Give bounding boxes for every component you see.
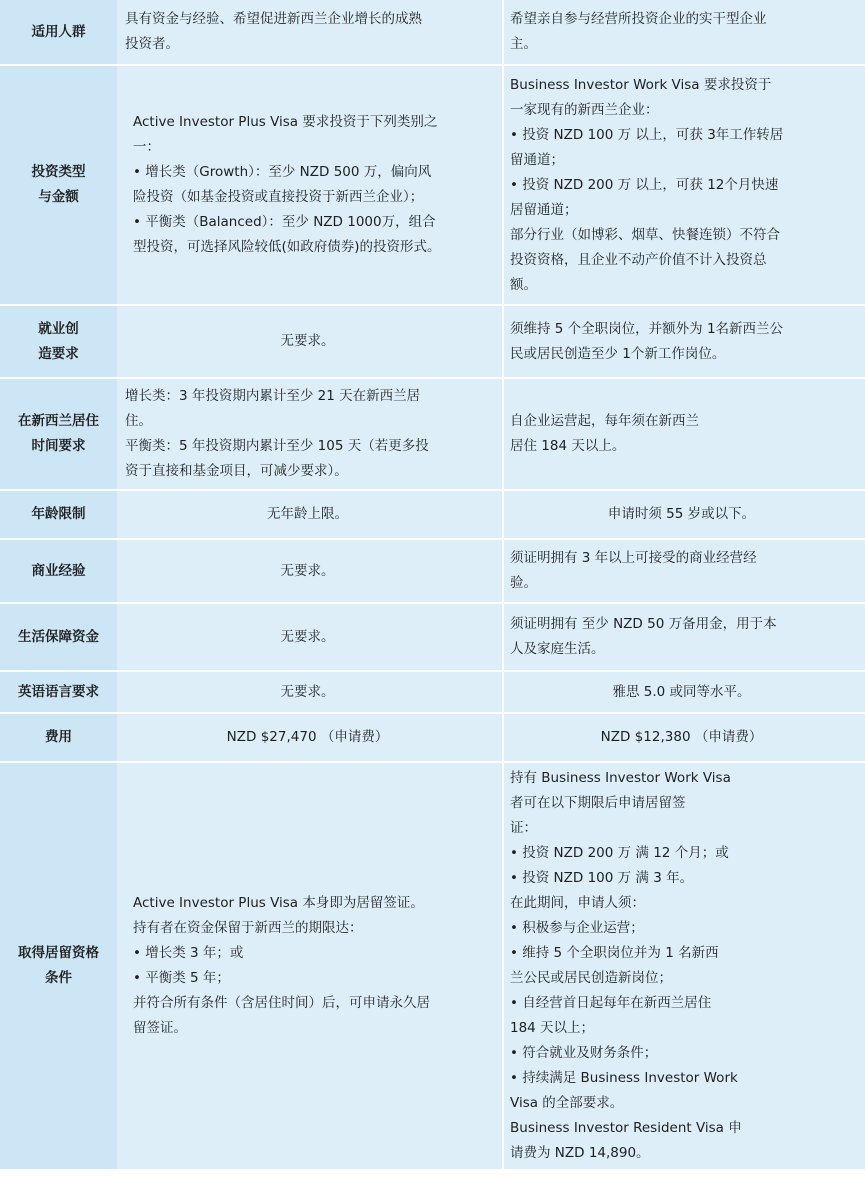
business-investor-text-line: 部分行业（如博彩、烟草、快餐连锁）不符合 — [510, 226, 780, 243]
active-investor-cell — [117, 604, 502, 672]
business-investor-text-line: • 自经营首日起每年在新西兰居住 — [510, 995, 712, 1011]
row-label-residence-time — [0, 379, 117, 491]
business-investor-text-line: Business Investor Resident Visa 申 — [510, 1120, 742, 1136]
active-investor-text-line: 持有者在资金保留于新西兰的期限达： — [133, 920, 363, 936]
business-investor-text-line: 请费为 NZD 14,890。 — [510, 1145, 650, 1161]
active-investor-text-line: 无要求。 — [280, 683, 335, 700]
active-investor-text-line: NZD $27,470 （申请费） — [226, 729, 389, 745]
row-label-applicable-group — [0, 0, 117, 66]
business-investor-text-line: 者可在以下期限后申请居留签 — [510, 795, 686, 811]
business-investor-cell — [502, 66, 865, 306]
business-investor-text-line: • 符合就业及财务条件； — [510, 1045, 658, 1061]
label-text-line: 与金额 — [38, 189, 79, 205]
active-investor-text-line: 投资者。 — [125, 36, 179, 52]
row-business-experience — [0, 540, 865, 604]
business-investor-text-line: Business Investor Work Visa 要求投资于 — [510, 76, 772, 93]
business-investor-text-line: 证： — [510, 820, 537, 836]
active-investor-text-line: Active Investor Plus Visa 本身即为居留签证。 — [133, 895, 424, 911]
row-label-job-creation — [0, 306, 117, 379]
label-text-line: 适用人群 — [31, 23, 86, 40]
active-investor-text-line: 住。 — [125, 413, 152, 429]
active-investor-cell — [117, 763, 502, 1171]
active-investor-cell — [117, 306, 502, 379]
label-text-line: 取得居留资格 — [18, 945, 99, 961]
label-text-line: 条件 — [45, 970, 72, 986]
business-investor-text-line: • 维持 5 个全职岗位并为 1 名新西 — [510, 945, 719, 961]
row-job-creation — [0, 306, 865, 379]
label-text-line: 时间要求 — [31, 438, 86, 454]
row-label-fees — [0, 714, 117, 763]
row-label-business-experience — [0, 540, 117, 604]
row-label-investment-type-amount — [0, 66, 117, 306]
business-investor-text-line: • 积极参与企业运营； — [510, 920, 644, 936]
business-investor-cell — [502, 763, 865, 1171]
row-label-living-funds — [0, 604, 117, 672]
label-text-line: 造要求 — [38, 345, 79, 362]
business-investor-text-line: 留通道； — [510, 151, 564, 168]
active-investor-text-line: • 平衡类（Balanced）：至少 NZD 1000万，组合 — [133, 214, 436, 230]
label-text-line: 投资类型 — [31, 164, 86, 180]
business-investor-text-line: 主。 — [510, 36, 537, 52]
row-residence-time — [0, 379, 865, 491]
business-investor-cell — [502, 672, 865, 714]
business-investor-cell — [502, 379, 865, 491]
row-residence-conditions — [0, 763, 865, 1171]
business-investor-cell — [502, 714, 865, 763]
row-label-age-limit — [0, 491, 117, 540]
business-investor-text-line: 雅思 5.0 或同等水平。 — [612, 683, 751, 700]
active-investor-cell — [117, 714, 502, 763]
business-investor-text-line: 希望亲自参与经营所投资企业的实干型企业 — [510, 11, 767, 27]
label-text-line: 商业经验 — [31, 562, 86, 579]
business-investor-text-line: • 投资 NZD 100 万 以上，可获 3年工作转居 — [510, 126, 784, 143]
active-investor-text-line: • 增长类 3 年；或 — [133, 945, 244, 961]
business-investor-text-line: 自企业运营起，每年须在新西兰 — [510, 413, 699, 429]
business-investor-text-line: 一家现有的新西兰企业： — [510, 101, 659, 118]
business-investor-text-line: 持有 Business Investor Work Visa — [510, 770, 731, 786]
row-english-requirement — [0, 672, 865, 714]
active-investor-text-line: 一： — [133, 139, 160, 155]
label-text-line: 英语语言要求 — [18, 683, 99, 700]
business-investor-text-line: Visa 的全部要求。 — [510, 1095, 624, 1111]
business-investor-text-line: 须证明拥有 3 年以上可接受的商业经营经 — [510, 550, 757, 566]
business-investor-text-line: 额。 — [510, 276, 537, 293]
row-fees — [0, 714, 865, 763]
row-label-residence-conditions — [0, 763, 117, 1171]
active-investor-text-line: 增长类：3 年投资期内累计至少 21 天在新西兰居 — [125, 388, 421, 404]
active-investor-text-line: • 增长类（Growth）：至少 NZD 500 万，偏向风 — [133, 164, 432, 180]
label-text-line: 就业创 — [38, 320, 79, 337]
business-investor-text-line: 投资资格，且企业不动产价值不计入投资总 — [510, 251, 767, 268]
label-text-line: 年龄限制 — [31, 506, 86, 522]
business-investor-text-line: 人及家庭生活。 — [510, 641, 605, 657]
business-investor-text-line: • 投资 NZD 200 万 以上，可获 12个月快速 — [510, 176, 779, 193]
active-investor-cell — [117, 672, 502, 714]
active-investor-text-line: 险投资（如基金投资或直接投资于新西兰企业）； — [133, 189, 424, 205]
active-investor-text-line: 留签证。 — [133, 1020, 187, 1036]
business-investor-cell — [502, 306, 865, 379]
active-investor-text-line: • 平衡类 5 年； — [133, 970, 230, 986]
row-investment-type-amount — [0, 66, 865, 306]
active-investor-cell — [117, 540, 502, 604]
business-investor-text-line: • 持续满足 Business Investor Work — [510, 1070, 738, 1086]
active-investor-cell — [117, 0, 502, 66]
active-investor-text-line: 无要求。 — [280, 562, 335, 579]
row-living-funds — [0, 604, 865, 672]
active-investor-text-line: 资于直接和基金项目，可减少要求）。 — [125, 463, 348, 479]
business-investor-cell — [502, 604, 865, 672]
active-investor-cell — [117, 379, 502, 491]
row-age-limit — [0, 491, 865, 540]
active-investor-text-line: 无要求。 — [280, 333, 335, 349]
active-investor-text-line: 无年龄上限。 — [267, 506, 348, 522]
business-investor-text-line: 验。 — [510, 575, 537, 591]
business-investor-text-line: • 投资 NZD 200 万 满 12 个月；或 — [510, 845, 729, 861]
business-investor-text-line: NZD $12,380 （申请费） — [600, 729, 763, 745]
active-investor-text-line: 具有资金与经验、希望促进新西兰企业增长的成熟 — [125, 11, 422, 27]
business-investor-text-line: 申请时须 55 岁或以下。 — [607, 506, 756, 522]
active-investor-text-line: 并符合所有条件（含居住时间）后，可申请永久居 — [133, 995, 430, 1011]
business-investor-cell — [502, 491, 865, 540]
business-investor-text-line: 兰公民或居民创造新岗位； — [510, 970, 672, 986]
label-text-line: 生活保障资金 — [18, 628, 99, 645]
active-investor-cell — [117, 66, 502, 306]
business-investor-text-line: 民或居民创造至少 1个新工作岗位。 — [510, 345, 726, 362]
active-investor-text-line: 平衡类：5 年投资期内累计至少 105 天（若更多投 — [125, 438, 429, 454]
active-investor-text-line: 无要求。 — [280, 628, 335, 645]
label-text-line: 在新西兰居住 — [18, 413, 99, 429]
business-investor-text-line: 居留通道； — [510, 201, 578, 218]
label-text-line: 费用 — [45, 729, 72, 745]
row-label-english-requirement — [0, 672, 117, 714]
active-investor-text-line: 型投资，可选择风险较低(如政府债券)的投资形式。 — [133, 239, 441, 255]
business-investor-cell — [502, 0, 865, 66]
business-investor-text-line: 须维持 5 个全职岗位，并额外为 1名新西兰公 — [510, 320, 784, 337]
business-investor-text-line: • 投资 NZD 100 万 满 3 年。 — [510, 870, 694, 886]
business-investor-text-line: 184 天以上； — [510, 1020, 595, 1036]
business-investor-text-line: 在此期间，申请人须： — [510, 895, 645, 911]
business-investor-text-line: 须证明拥有 至少 NZD 50 万备用金，用于本 — [510, 616, 777, 632]
business-investor-text-line: 居住 184 天以上。 — [510, 438, 626, 454]
active-investor-text-line: Active Investor Plus Visa 要求投资于下列类别之 — [133, 114, 438, 130]
active-investor-cell — [117, 491, 502, 540]
row-applicable-group — [0, 0, 865, 66]
business-investor-cell — [502, 540, 865, 604]
